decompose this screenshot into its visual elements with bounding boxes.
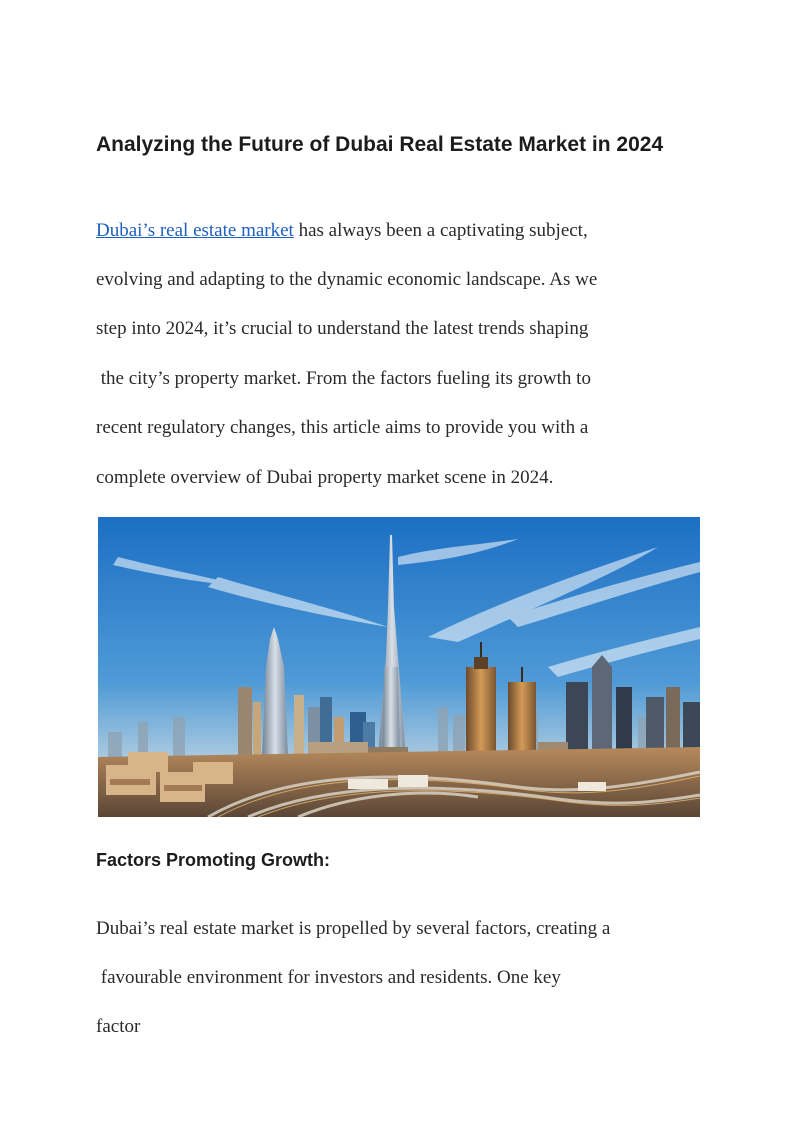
intro-line-6: complete overview of Dubai property market scene in 2024. xyxy=(96,467,554,488)
dubai-skyline-photo xyxy=(98,517,700,817)
intro-line-5: recent regulatory changes, this article aims to provide you with a xyxy=(96,417,589,438)
section-heading: Factors Promoting Growth: xyxy=(96,850,330,870)
intro-line-1-text: has always been a captivating subject, xyxy=(293,220,588,241)
intro-line-4: the city’s property market. From the factors fueling its growth to xyxy=(96,368,591,389)
intro-line-3: step into 2024, it’s crucial to understand the latest trends shaping xyxy=(96,318,589,339)
article-title: Analyzing the Future of Dubai Real Estate Market in 2024 xyxy=(96,133,664,156)
section-line-3: factor xyxy=(96,1016,141,1037)
dubai-real-estate-market-link[interactable]: Dubai’s real estate market xyxy=(96,220,294,241)
intro-line-1 xyxy=(96,219,588,243)
intro-line-2: evolving and adapting to the dynamic economic landscape. As we xyxy=(96,269,598,290)
dubai-skyline-illustration xyxy=(98,517,700,817)
section-line-2: favourable environment for investors and residents. One key xyxy=(96,967,561,988)
section-line-1: Dubai’s real estate market is propelled by several factors, creating a xyxy=(96,918,611,939)
